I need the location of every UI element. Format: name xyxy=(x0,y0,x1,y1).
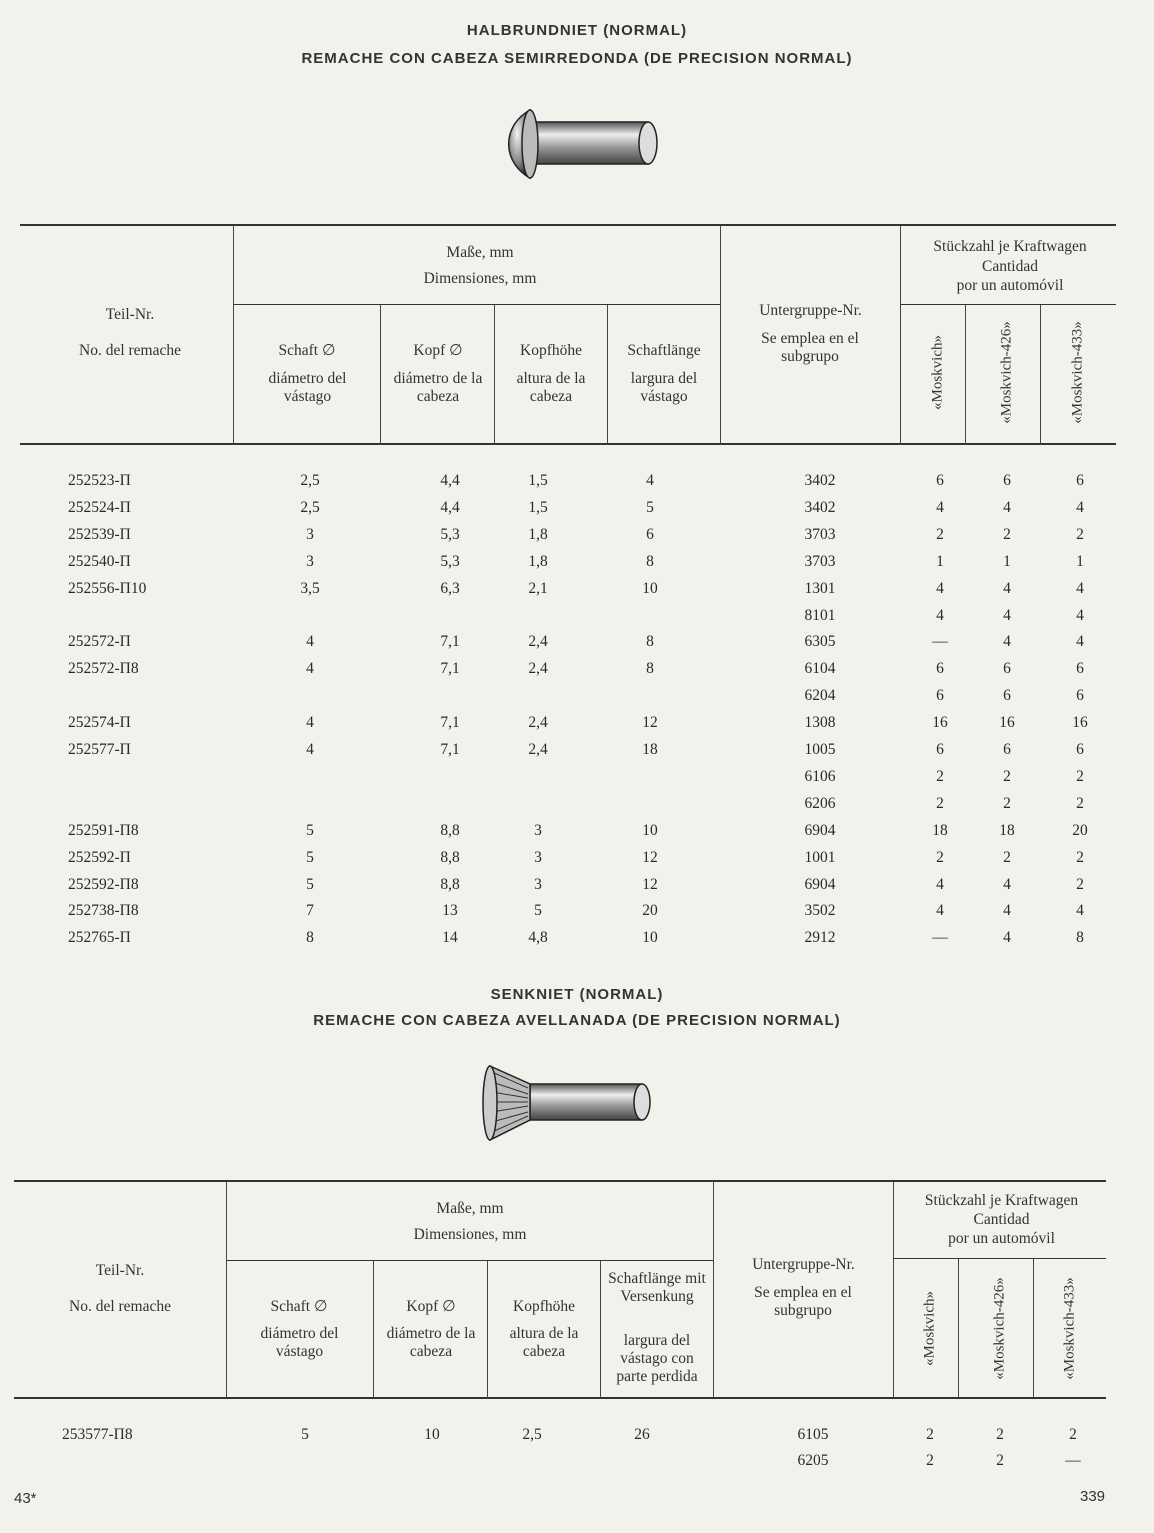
cell-shaft: 3 xyxy=(306,552,314,570)
cell-part: 252592-П8 xyxy=(68,875,139,893)
cell-q1: 16 xyxy=(932,714,948,732)
cell-part: 252574-П xyxy=(68,714,131,732)
t2-header-moskvich: «Moskvich» xyxy=(921,1291,938,1366)
t1-header-headh-de: Kopfhöhe xyxy=(520,342,582,359)
t2-header-dims-de: Maße, mm xyxy=(436,1200,504,1217)
cell-q1: 2 xyxy=(936,848,944,866)
cell-q2: 6 xyxy=(1003,741,1011,758)
cell-shaft: 8 xyxy=(306,929,314,947)
t2-header-sub-es: Se emplea en el subgrupo xyxy=(754,1284,852,1319)
t1-header-part-de: Teil-Nr. xyxy=(105,306,155,323)
t1-header-dims-de: Maße, mm xyxy=(446,244,514,261)
cell-shaft: 2,5 xyxy=(300,498,320,516)
cell-q1: 4 xyxy=(936,875,944,893)
cell-q1: 2 xyxy=(926,1426,934,1443)
cell-shaft: 5 xyxy=(301,1426,309,1443)
t2-header-qty-es1: Cantidad xyxy=(973,1211,1030,1228)
cell-q3: — xyxy=(1065,1452,1081,1469)
cell-part: 252765-П xyxy=(68,929,131,947)
cell-sub: 6205 xyxy=(797,1452,829,1469)
cell-len: 6 xyxy=(646,525,654,543)
cell-q2: 6 xyxy=(1003,472,1011,489)
cell-q1: 4 xyxy=(936,579,944,597)
t2-header-part-de: Teil-Nr. xyxy=(95,1262,145,1279)
t1-header-part-es: No. del remache xyxy=(79,342,181,359)
t2-header-len-de: Schaftlänge mit Versenkung xyxy=(608,1270,706,1305)
cell-q2: 4 xyxy=(1003,606,1011,624)
cell-sub: 1005 xyxy=(804,741,836,758)
cell-head: 7,1 xyxy=(440,714,460,732)
cell-sub: 1308 xyxy=(804,714,836,732)
cell-shaft: 5 xyxy=(306,821,314,839)
cell-shaft: 2,5 xyxy=(300,472,320,489)
cell-part: 252591-П8 xyxy=(68,821,139,839)
cell-sub: 6904 xyxy=(804,821,836,839)
cell-q1: 1 xyxy=(936,552,944,570)
t1-header-moskvich: «Moskvich» xyxy=(929,335,946,410)
cell-q1: 4 xyxy=(936,606,944,624)
cell-headh: 2,4 xyxy=(528,660,548,678)
cell-headh: 3 xyxy=(534,821,542,839)
cell-part: 252556-П10 xyxy=(68,579,147,597)
cell-sub: 6104 xyxy=(804,660,836,678)
cell-q1: 6 xyxy=(936,660,944,678)
cell-part: 252572-П xyxy=(68,633,131,651)
cell-len: 12 xyxy=(642,714,658,732)
cell-q1: 18 xyxy=(932,821,948,839)
cell-shaft: 4 xyxy=(306,741,314,758)
cell-len: 8 xyxy=(646,660,654,678)
cell-len: 20 xyxy=(642,902,658,920)
cell-q3: 16 xyxy=(1072,714,1088,732)
cell-len: 10 xyxy=(642,579,658,597)
cell-q1: 4 xyxy=(936,902,944,920)
section1-title-de: HALBRUNDNIET (NORMAL) xyxy=(466,22,688,39)
cell-head: 13 xyxy=(442,902,458,920)
cell-shaft: 4 xyxy=(306,714,314,732)
cell-len: 8 xyxy=(646,552,654,570)
cell-q3: 8 xyxy=(1076,929,1084,947)
t2-header-shaft-de: Schaft ∅ xyxy=(270,1298,328,1315)
cell-sub: 3703 xyxy=(804,552,836,570)
cell-q1: 2 xyxy=(936,794,944,812)
cell-q3: 4 xyxy=(1076,902,1084,920)
cell-len: 12 xyxy=(642,875,658,893)
cell-shaft: 5 xyxy=(306,848,314,866)
t2-header-moskvich-433: «Moskvich-433» xyxy=(1061,1277,1078,1380)
t1-header-dims-es: Dimensiones, mm xyxy=(423,270,537,287)
cell-q2: 4 xyxy=(1003,579,1011,597)
cell-q3: 2 xyxy=(1076,875,1084,893)
cell-q2: 2 xyxy=(996,1452,1004,1469)
cell-q3: 4 xyxy=(1076,633,1084,651)
section2-title-es: REMACHE CON CABEZA AVELLANADA (DE PRECISION NORMAL) xyxy=(313,1012,841,1029)
cell-shaft: 4 xyxy=(306,660,314,678)
cell-len: 8 xyxy=(646,633,654,651)
cell-q2: 4 xyxy=(1003,875,1011,893)
cell-q2: 4 xyxy=(1003,902,1011,920)
cell-head: 10 xyxy=(424,1426,440,1443)
t1-header-moskvich-426: «Moskvich-426» xyxy=(998,321,1015,424)
t1-header-shaft-es: diámetro del vástago xyxy=(268,370,347,405)
cell-headh: 1,5 xyxy=(528,498,548,516)
cell-q3: 2 xyxy=(1076,794,1084,812)
cell-head: 8,8 xyxy=(440,848,460,866)
cell-headh: 2,1 xyxy=(528,579,548,597)
cell-q2: 2 xyxy=(1003,794,1011,812)
cell-q3: 4 xyxy=(1076,498,1084,516)
cell-headh: 2,4 xyxy=(528,714,548,732)
cell-head: 6,3 xyxy=(440,579,460,597)
cell-part: 252572-П8 xyxy=(68,660,139,678)
cell-headh: 1,8 xyxy=(528,525,548,543)
cell-head: 7,1 xyxy=(440,633,460,651)
cell-len: 5 xyxy=(646,498,654,516)
cell-sub: 6204 xyxy=(804,687,836,705)
cell-headh: 2,4 xyxy=(528,633,548,651)
cell-head: 14 xyxy=(442,929,458,947)
cell-q1: 6 xyxy=(936,687,944,705)
cell-sub: 6206 xyxy=(804,794,836,812)
cell-len: 10 xyxy=(642,929,658,947)
cell-head: 4,4 xyxy=(440,498,460,516)
cell-q2: 18 xyxy=(999,821,1015,839)
t2-header-moskvich-426: «Moskvich-426» xyxy=(991,1277,1008,1380)
cell-sub: 2912 xyxy=(804,929,836,947)
cell-q3: 2 xyxy=(1076,767,1084,785)
cell-part: 252577-П xyxy=(68,741,131,758)
cell-sub: 3502 xyxy=(804,902,836,920)
cell-q2: 2 xyxy=(1003,848,1011,866)
cell-q3: 1 xyxy=(1076,552,1084,570)
cell-headh: 3 xyxy=(534,848,542,866)
cell-q3: 4 xyxy=(1076,579,1084,597)
footer-signature-mark: 43* xyxy=(14,1490,37,1507)
cell-sub: 6106 xyxy=(804,767,836,785)
t1-header-sub-es: Se emplea en el subgrupo xyxy=(761,330,859,365)
cell-q1: — xyxy=(932,633,948,651)
cell-part: 252592-П xyxy=(68,848,131,866)
t2-header-shaft-es: diámetro del vástago xyxy=(260,1325,339,1360)
cell-q1: 6 xyxy=(936,741,944,758)
t2-header-qty-es2: por un automóvil xyxy=(948,1230,1055,1247)
t2-header-headh-de: Kopfhöhe xyxy=(513,1298,575,1315)
cell-sub: 3703 xyxy=(804,525,836,543)
t1-header-qty-de: Stückzahl je Kraftwagen xyxy=(933,238,1087,255)
cell-q3: 6 xyxy=(1076,741,1084,758)
cell-q2: 2 xyxy=(1003,767,1011,785)
cell-part: 252539-П xyxy=(68,525,131,543)
cell-shaft: 7 xyxy=(306,902,314,920)
cell-q2: 2 xyxy=(996,1426,1004,1443)
page-number: 339 xyxy=(1080,1488,1106,1505)
cell-headh: 2,4 xyxy=(528,741,548,758)
cell-sub: 6904 xyxy=(804,875,836,893)
cell-sub: 6305 xyxy=(804,633,836,651)
cell-len: 12 xyxy=(642,848,658,866)
cell-q1: 4 xyxy=(936,498,944,516)
cell-q3: 2 xyxy=(1069,1426,1077,1443)
cell-q2: 6 xyxy=(1003,660,1011,678)
cell-headh: 1,8 xyxy=(528,552,548,570)
cell-q1: 6 xyxy=(936,472,944,489)
t2-header-headh-es: altura de la cabeza xyxy=(509,1325,579,1360)
cell-part: 252524-П xyxy=(68,498,131,516)
cell-q3: 20 xyxy=(1072,821,1088,839)
cell-headh: 3 xyxy=(534,875,542,893)
cell-q2: 16 xyxy=(999,714,1015,732)
cell-q2: 1 xyxy=(1003,552,1011,570)
cell-len: 4 xyxy=(646,472,654,489)
t1-header-qty-es2: por un automóvil xyxy=(956,277,1064,294)
cell-len: 26 xyxy=(634,1426,650,1443)
t1-header-sub-de: Untergruppe-Nr. xyxy=(759,302,862,319)
cell-head: 8,8 xyxy=(440,875,460,893)
section1-title-es: REMACHE CON CABEZA SEMIRREDONDA (DE PRECISION NORMAL) xyxy=(301,50,853,67)
cell-sub: 3402 xyxy=(804,472,836,489)
cell-sub: 1301 xyxy=(804,579,836,597)
t2-header-head-de: Kopf ∅ xyxy=(406,1298,456,1315)
t1-header-len-de: Schaftlänge xyxy=(627,342,701,359)
cell-q1: 2 xyxy=(936,525,944,543)
cell-head: 8,8 xyxy=(440,821,460,839)
cell-q3: 2 xyxy=(1076,525,1084,543)
cell-part: 252540-П xyxy=(68,552,131,570)
cell-headh: 2,5 xyxy=(522,1426,542,1443)
cell-shaft: 3,5 xyxy=(300,579,320,597)
cell-q1: — xyxy=(932,929,948,947)
cell-headh: 5 xyxy=(534,902,542,920)
t1-header-qty-es1: Cantidad xyxy=(982,258,1038,275)
t1-header-head-de: Kopf ∅ xyxy=(413,342,463,359)
cell-part: 252738-П8 xyxy=(68,902,139,920)
t1-header-shaft-de: Schaft ∅ xyxy=(278,342,336,359)
cell-sub: 1001 xyxy=(804,848,836,866)
cell-head: 5,3 xyxy=(440,525,460,543)
t2-header-qty-de: Stückzahl je Kraftwagen xyxy=(924,1192,1079,1209)
cell-part: 253577-П8 xyxy=(62,1426,133,1443)
cell-sub: 6105 xyxy=(797,1426,829,1443)
cell-head: 7,1 xyxy=(440,741,460,758)
cell-shaft: 3 xyxy=(306,525,314,543)
cell-q3: 2 xyxy=(1076,848,1084,866)
t2-header-dims-es: Dimensiones, mm xyxy=(413,1226,527,1243)
cell-q3: 6 xyxy=(1076,687,1084,705)
cell-sub: 3402 xyxy=(804,498,836,516)
section2-title-de: SENKNIET (NORMAL) xyxy=(490,986,664,1003)
cell-q2: 2 xyxy=(1003,525,1011,543)
round-head-rivet-illustration xyxy=(478,100,668,190)
t1-header-len-es: largura del vástago xyxy=(630,370,698,405)
countersunk-rivet-illustration xyxy=(470,1060,670,1150)
cell-q2: 4 xyxy=(1003,633,1011,651)
t2-header-sub-de: Untergruppe-Nr. xyxy=(752,1256,855,1273)
cell-q3: 6 xyxy=(1076,660,1084,678)
t2-header-part-es: No. del remache xyxy=(69,1298,171,1315)
cell-head: 7,1 xyxy=(440,660,460,678)
cell-part: 252523-П xyxy=(68,472,131,489)
cell-sub: 8101 xyxy=(804,606,836,624)
cell-q1: 2 xyxy=(936,767,944,785)
t2-header-head-es: diámetro de la cabeza xyxy=(386,1325,476,1360)
cell-shaft: 5 xyxy=(306,875,314,893)
t1-header-moskvich-433: «Moskvich-433» xyxy=(1069,321,1086,424)
t2-header-len-es: largura del vástago con parte perdida xyxy=(616,1332,698,1385)
cell-len: 10 xyxy=(642,821,658,839)
t1-header-head-es: diámetro de la cabeza xyxy=(393,370,483,405)
cell-len: 18 xyxy=(642,741,658,758)
cell-q3: 4 xyxy=(1076,606,1084,624)
cell-headh: 1,5 xyxy=(528,472,548,489)
cell-q1: 2 xyxy=(926,1452,934,1469)
cell-q2: 4 xyxy=(1003,929,1011,947)
cell-q2: 6 xyxy=(1003,687,1011,705)
cell-head: 5,3 xyxy=(440,552,460,570)
cell-q2: 4 xyxy=(1003,498,1011,516)
cell-shaft: 4 xyxy=(306,633,314,651)
cell-q3: 6 xyxy=(1076,472,1084,489)
cell-head: 4,4 xyxy=(440,472,460,489)
cell-headh: 4,8 xyxy=(528,929,548,947)
t1-header-headh-es: altura de la cabeza xyxy=(516,370,586,405)
